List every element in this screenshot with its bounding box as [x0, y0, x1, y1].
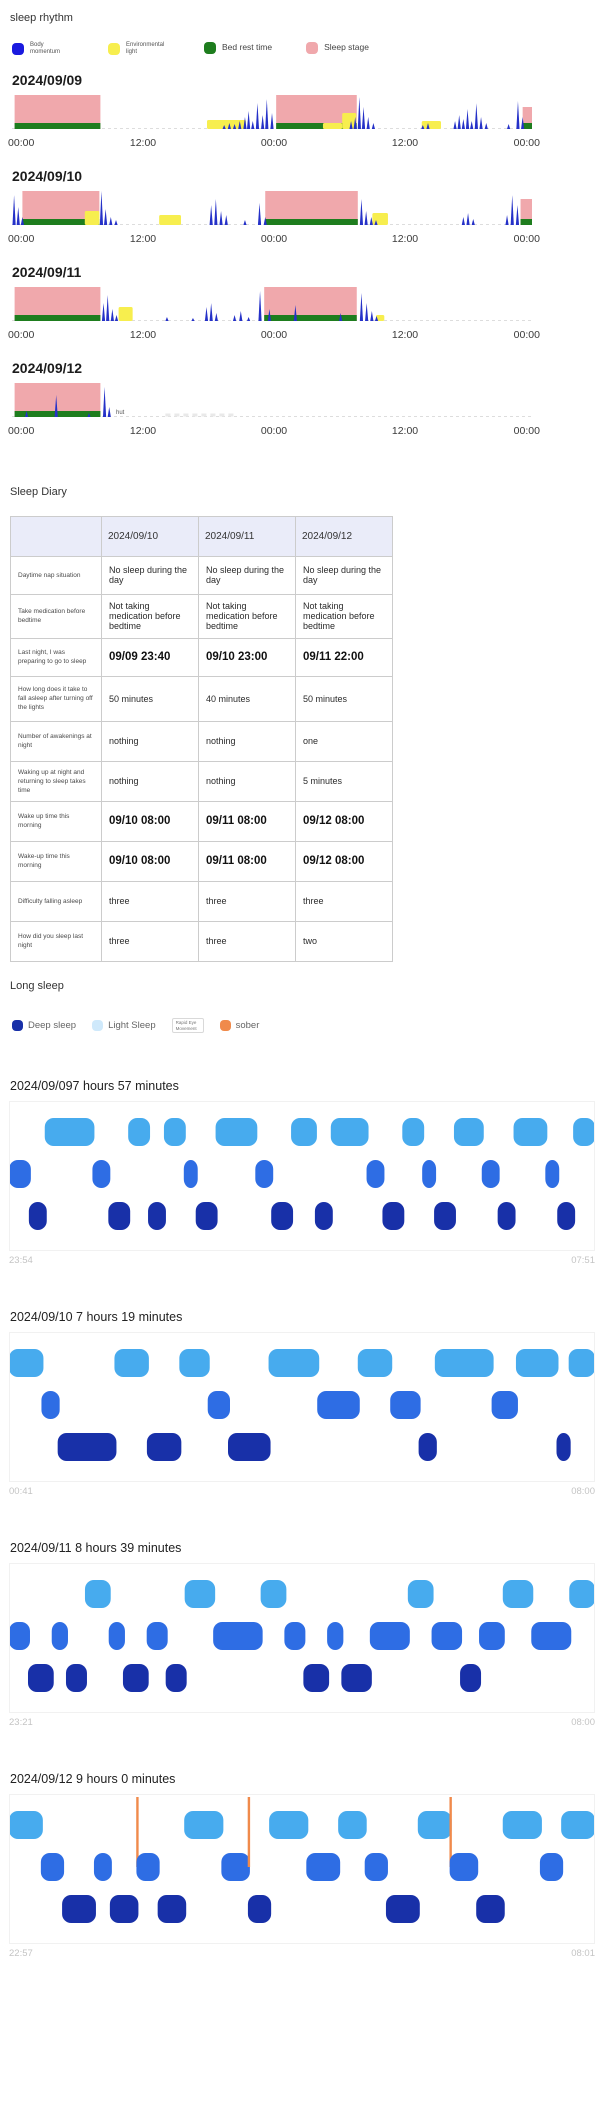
diary-header-date: 2024/09/10 — [102, 516, 199, 556]
diary-question-label: Wake up time this morning — [11, 801, 102, 841]
hypnogram-2024-09-097-hours-57 — [0, 1079, 610, 1266]
diary-answer-cell: No sleep during the day — [296, 556, 393, 594]
legend-label: Bed rest time — [222, 42, 273, 53]
rem-chip: Rapid Eye Movement — [172, 1018, 204, 1034]
diary-row-how-did-you-sleep-last-night — [11, 921, 393, 961]
diary-answer-cell: No sleep during the day — [102, 556, 199, 594]
sleep-legend-item-rapid-eye-movement — [172, 1018, 204, 1034]
hypnogram-start-time: 00:41 — [9, 1486, 33, 1498]
sleep-stage-swatch-icon — [306, 42, 318, 54]
long-sleep-title: Long sleep — [10, 979, 64, 992]
hypnogram-plot — [9, 1101, 595, 1251]
diary-row-number-of-awakenings-at-night — [11, 721, 393, 761]
rhythm-chart-date: 2024/09/12 — [12, 359, 83, 376]
axis-tick-label: 12:00 — [129, 136, 157, 149]
legend-label: Body momentum — [30, 42, 61, 55]
axis-tick-label: 12:00 — [391, 328, 419, 341]
diary-question-label: Take medication before bedtime — [11, 594, 102, 638]
diary-answer-cell: 09/10 08:00 — [102, 801, 199, 841]
diary-answer-cell: 5 minutes — [296, 761, 393, 801]
light-sleep-swatch-icon — [92, 1020, 103, 1031]
rhythm-charts — [0, 72, 610, 440]
diary-row-waking-up-at-night-and-returni — [11, 761, 393, 801]
diary-answer-cell: three — [102, 921, 199, 961]
sleep-legend-item-sober — [220, 1020, 260, 1031]
diary-answer-cell: 09/11 08:00 — [199, 841, 296, 881]
diary-answer-cell: 09/11 08:00 — [199, 801, 296, 841]
diary-answer-cell: nothing — [102, 761, 199, 801]
hypnogram-start-time: 23:21 — [9, 1717, 33, 1729]
rhythm-chart-date: 2024/09/09 — [12, 71, 83, 88]
diary-row-how-long-does-it-take-to-fall- — [11, 676, 393, 721]
axis-tick-label: 00:00 — [513, 424, 540, 437]
time-axis — [8, 136, 540, 152]
legend-item-environmental-light — [108, 42, 170, 56]
axis-tick-label: 00:00 — [513, 136, 540, 149]
diary-answer-cell: Not taking medication before bedtime — [102, 594, 199, 638]
rhythm-chart-plot — [12, 283, 536, 323]
axis-tick-label: 12:00 — [391, 232, 419, 245]
axis-tick-label: 00:00 — [513, 328, 540, 341]
axis-tick-label: 00:00 — [513, 232, 540, 245]
diary-row-last-night-i-was-preparing-to- — [11, 638, 393, 676]
rhythm-chart-date: 2024/09/10 — [12, 167, 83, 184]
sleep-legend-label: Light Sleep — [108, 1020, 156, 1032]
diary-answer-cell: three — [102, 881, 199, 921]
diary-answer-cell: three — [296, 881, 393, 921]
time-axis — [8, 424, 540, 440]
diary-answer-cell: nothing — [199, 721, 296, 761]
diary-answer-cell: three — [199, 921, 296, 961]
axis-tick-label: 00:00 — [8, 136, 35, 149]
diary-answer-cell: 09/12 08:00 — [296, 801, 393, 841]
hypnogram-title: 2024/09/10 7 hours 19 minutes — [10, 1310, 183, 1325]
hypnogram-charts — [0, 1079, 610, 1959]
diary-answer-cell: Not taking medication before bedtime — [296, 594, 393, 638]
axis-tick-label: 00:00 — [260, 328, 288, 341]
diary-question-label: Daytime nap situation — [11, 556, 102, 594]
environmental-light-swatch-icon — [108, 43, 120, 55]
axis-tick-label: 12:00 — [129, 328, 157, 341]
diary-question-label: Difficulty falling asleep — [11, 881, 102, 921]
diary-answer-cell: 09/10 23:00 — [199, 638, 296, 676]
svg-text:hut: hut — [116, 409, 125, 416]
legend-item-body-momentum — [12, 42, 74, 56]
rhythm-legend — [12, 42, 610, 56]
diary-header-date: 2024/09/12 — [296, 516, 393, 556]
hypnogram-end-time: 07:51 — [571, 1255, 595, 1267]
diary-answer-cell: 50 minutes — [296, 676, 393, 721]
rhythm-chart-2024-09-12 — [0, 360, 610, 440]
hypnogram-plot — [9, 1332, 595, 1482]
diary-header-blank — [11, 516, 102, 556]
hypnogram-title: 2024/09/12 9 hours 0 minutes — [10, 1772, 176, 1787]
diary-row-daytime-nap-situation — [11, 556, 393, 594]
axis-tick-label: 12:00 — [391, 136, 419, 149]
diary-question-label: Last night, I was preparing to go to sleep — [11, 638, 102, 676]
long-sleep-legend — [12, 1018, 610, 1034]
body-momentum-swatch-icon — [12, 43, 24, 55]
diary-answer-cell: 09/11 22:00 — [296, 638, 393, 676]
rhythm-chart-plot — [12, 379, 536, 419]
diary-answer-cell: 09/12 08:00 — [296, 841, 393, 881]
rhythm-chart-plot — [12, 187, 536, 227]
hypnogram-2024-09-10-7-hours-1 — [0, 1310, 610, 1497]
diary-question-label: Number of awakenings at night — [11, 721, 102, 761]
hypnogram-start-time: 23:54 — [9, 1255, 33, 1267]
legend-label: Environmental light — [126, 42, 165, 55]
rhythm-chart-2024-09-09 — [0, 72, 610, 152]
legend-item-bed-rest-time — [204, 42, 272, 54]
deep-sleep-swatch-icon — [12, 1020, 23, 1031]
legend-item-sleep-stage — [306, 42, 369, 54]
hypnogram-plot — [9, 1563, 595, 1713]
hypnogram-plot — [9, 1794, 595, 1944]
diary-question-label: How did you sleep last night — [11, 921, 102, 961]
rhythm-chart-2024-09-11 — [0, 264, 610, 344]
axis-tick-label: 12:00 — [129, 424, 157, 437]
hypnogram-end-time: 08:00 — [571, 1486, 595, 1498]
hypnogram-title: 2024/09/11 8 hours 39 minutes — [10, 1541, 182, 1556]
hypnogram-2024-09-11-8-hours-3 — [0, 1541, 610, 1728]
sleep-legend-item-deep-sleep — [12, 1020, 76, 1031]
diary-row-wake-up-time-this-morning — [11, 841, 393, 881]
sleep-diary-title: Sleep Diary — [10, 485, 67, 498]
axis-tick-label: 12:00 — [129, 232, 157, 245]
diary-header-date: 2024/09/11 — [199, 516, 296, 556]
diary-question-label: Wake-up time this morning — [11, 841, 102, 881]
diary-answer-cell: 09/10 08:00 — [102, 841, 199, 881]
axis-tick-label: 00:00 — [8, 328, 35, 341]
sleep-diary-table — [10, 516, 393, 962]
axis-tick-label: 00:00 — [260, 136, 288, 149]
diary-answer-cell: Not taking medication before bedtime — [199, 594, 296, 638]
diary-answer-cell: nothing — [199, 761, 296, 801]
hypnogram-start-time: 22:57 — [9, 1948, 33, 1960]
sleep-rhythm-title: sleep rhythm — [10, 12, 73, 24]
time-axis — [8, 328, 540, 344]
diary-answer-cell: two — [296, 921, 393, 961]
diary-row-wake-up-time-this-morning — [11, 801, 393, 841]
hypnogram-title: 2024/09/097 hours 57 minutes — [10, 1079, 179, 1094]
axis-tick-label: 00:00 — [8, 232, 35, 245]
diary-answer-cell: No sleep during the day — [199, 556, 296, 594]
sleep-legend-label: Deep sleep — [28, 1020, 77, 1032]
diary-answer-cell: 09/09 23:40 — [102, 638, 199, 676]
axis-tick-label: 00:00 — [8, 424, 35, 437]
diary-header-row — [11, 516, 393, 556]
diary-row-take-medication-before-bedtime — [11, 594, 393, 638]
sober-swatch-icon — [220, 1020, 231, 1031]
rhythm-chart-plot — [12, 91, 536, 131]
hypnogram-end-time: 08:00 — [571, 1717, 595, 1729]
axis-tick-label: 00:00 — [260, 424, 288, 437]
sleep-legend-item-light-sleep — [92, 1020, 156, 1031]
sleep-legend-label: sober — [235, 1020, 260, 1032]
diary-answer-cell: one — [296, 721, 393, 761]
bed-rest-time-swatch-icon — [204, 42, 216, 54]
rhythm-chart-date: 2024/09/11 — [12, 263, 82, 280]
diary-answer-cell: three — [199, 881, 296, 921]
diary-answer-cell: nothing — [102, 721, 199, 761]
legend-label: Sleep stage — [324, 42, 369, 53]
rhythm-chart-2024-09-10 — [0, 168, 610, 248]
diary-question-label: Waking up at night and returning to sleep takes time — [11, 761, 102, 801]
hypnogram-2024-09-12-9-hours-0 — [0, 1772, 610, 1959]
diary-answer-cell: 40 minutes — [199, 676, 296, 721]
diary-question-label: How long does it take to fall asleep after turning off the lights — [11, 676, 102, 721]
time-axis — [8, 232, 540, 248]
axis-tick-label: 00:00 — [260, 232, 288, 245]
diary-row-difficulty-falling-asleep — [11, 881, 393, 921]
hypnogram-end-time: 08:01 — [571, 1948, 595, 1960]
diary-answer-cell: 50 minutes — [102, 676, 199, 721]
axis-tick-label: 12:00 — [391, 424, 419, 437]
